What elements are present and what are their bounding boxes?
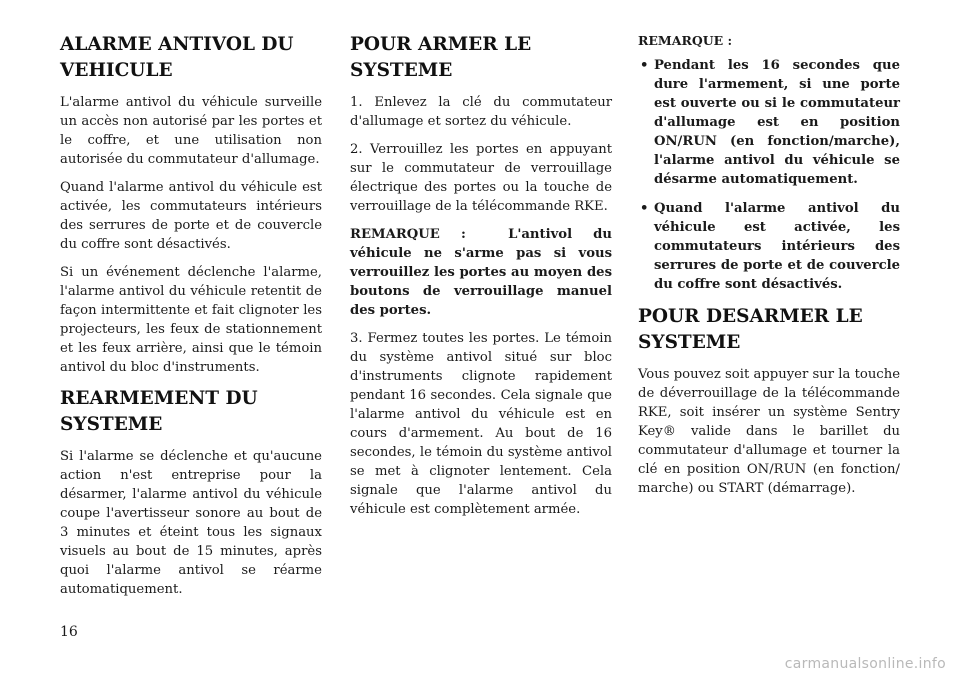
column-3 <box>638 32 900 507</box>
note-label: REMARQUE : <box>350 227 466 242</box>
remark-list <box>638 56 900 294</box>
section-heading-alarme-antivol: ALARME ANTIVOL DU VEHICULE <box>60 34 294 81</box>
page-number: 16 <box>60 624 78 640</box>
column-2 <box>350 32 612 528</box>
section-heading-desarmer: POUR DESARMER LE SYSTEME <box>638 306 863 353</box>
paragraph-rearmement: Si l'alarme se déclenche et qu'aucune action n'est entreprise pour la désarmer, l'alarme antivol du véhicule coupe l'avertisseur sonore au bout de 3 minutes et éteint tous les signaux visuels au bout de 15 minutes, après quoi l'alarme antivol se réarme automatiquement. <box>60 449 322 597</box>
paragraph-alarme-declenche: Si un événement déclenche l'alarme, l'alarme antivol du véhicule retentit de façon intermittente et fait clignoter les projecteurs, les feux de stationnement et les feux arrière, ainsi que le témoin antivol du bloc d'instruments. <box>60 265 322 375</box>
step-2: 2. Verrouillez les portes en appuyant sur le commutateur de verrouillage électrique des portes ou la touche de verrouillage de la télécommande RKE. <box>350 142 612 214</box>
remark-item: • Quand l'alarme antivol du véhicule est activée, les commutateurs intérieurs des serrures de porte et de couvercle du coffre sont désactivés. <box>638 199 900 294</box>
remark-title: REMARQUE : <box>638 33 733 48</box>
paragraph-alarme-activee: Quand l'alarme antivol du véhicule est activée, les commutateurs intérieurs des serrures de porte et de couvercle du coffre sont désactivés. <box>60 180 322 252</box>
note-text: L'antivol du véhicule ne s'arme pas si vous verrouillez les portes au moyen des boutons de verrouillage manuel des portes. <box>350 227 612 318</box>
remark-item: • Pendant les 16 secondes que dure l'armement, si une porte est ouverte ou si le commutateur d'allumage est en position ON/RUN (en fonction/marche), l'alarme antivol du véhicule se désarme automatiquement. <box>638 56 900 189</box>
paragraph-desarmer: Vous pouvez soit appuyer sur la touche de déverrouillage de la télécommande RKE, soit insérer un système Sentry Key® valide dans le barillet du commutateur d'allumage et tourner la clé en position ON/RUN (en fonction/ marche) ou START (démarrage). <box>638 367 900 496</box>
paragraph-alarme-intro: L'alarme antivol du véhicule surveille un accès non autorisé par les portes et le coffre, et une utilisation non autorisée du commutateur d'allumage. <box>60 95 322 167</box>
step-1: 1. Enlevez la clé du commutateur d'allumage et sortez du véhicule. <box>350 95 612 129</box>
step-3: 3. Fermez toutes les portes. Le témoin du système antivol situé sur bloc d'instruments clignote rapidement pendant 16 secondes. Cela signale que l'alarme antivol du véhicule est en cours d'armement. Au bout de 16 secondes, le témoin du système antivol se met à clignoter lentement. Cela signale que l'alarme antivol du véhicule est complètement armée. <box>350 331 612 517</box>
watermark: carmanualsonline.info <box>784 656 946 672</box>
section-heading-armer: POUR ARMER LE SYSTEME <box>350 34 532 81</box>
note-block <box>350 225 612 320</box>
column-1 <box>60 32 322 608</box>
section-heading-rearmement: REARMEMENT DU SYSTEME <box>60 388 258 435</box>
